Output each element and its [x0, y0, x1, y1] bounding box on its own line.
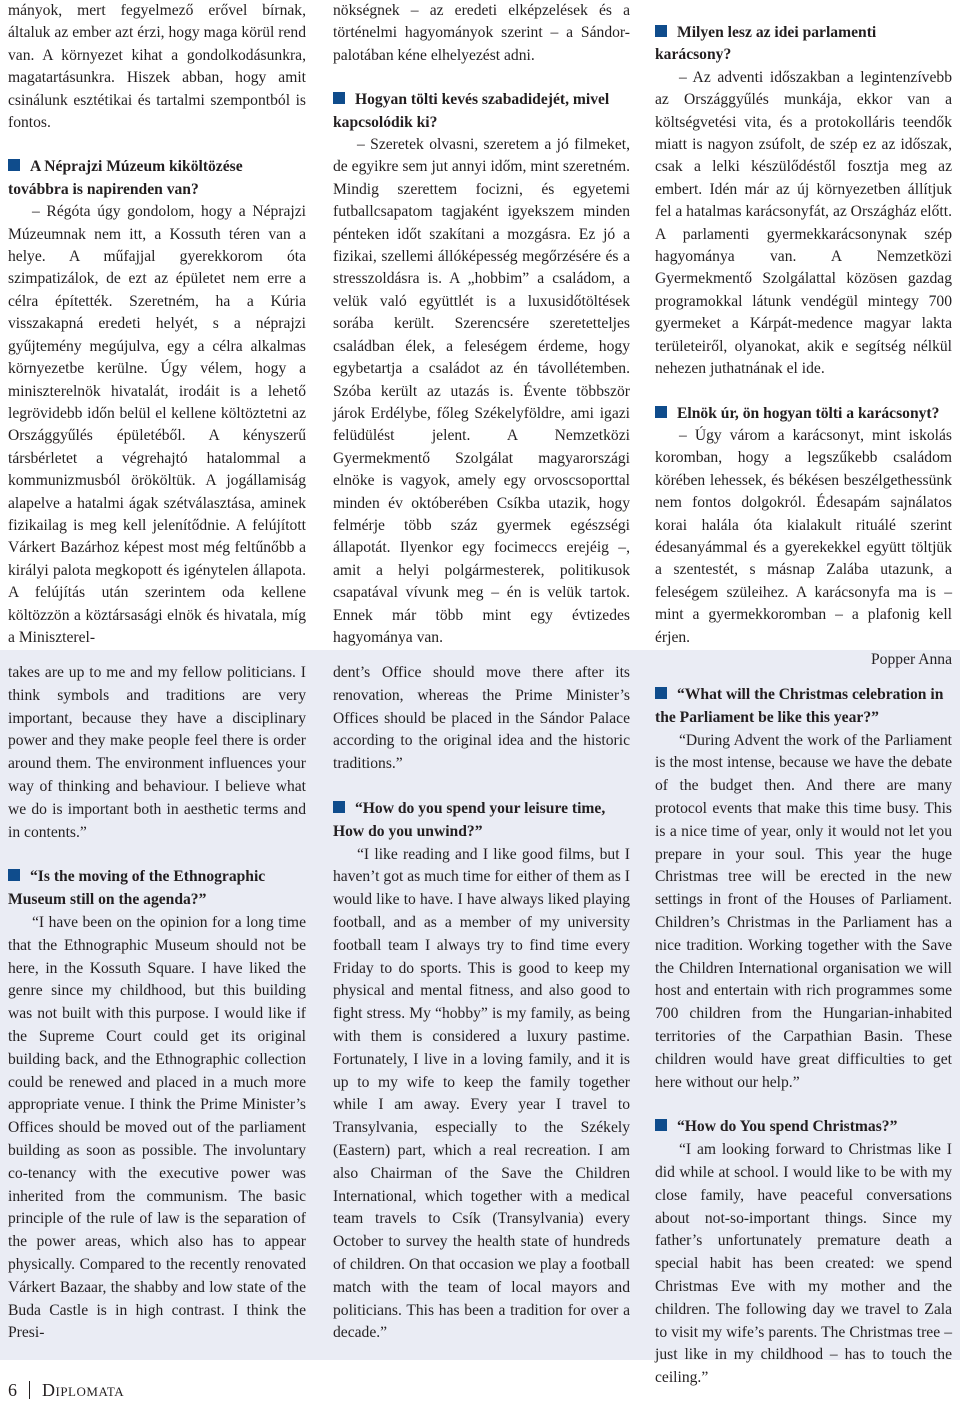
question-heading — [8, 156, 306, 201]
question-heading — [333, 798, 630, 844]
body-paragraph: – Régóta úgy gondolom, hogy a Néprajzi Múzeumnak nem itt, a Kossuth téren van a helye. A műfajjal gyerekkorom óta szimpatizálok, de ezt az épületet nem erre a célra építették. Szeretném, ha a Kúria visszakapná eredeti helyét, s a néprajzi gyűjtemény megújulva, egy a célra alkalmas környezetbe kerülne. Úgy vélem, hogy a miniszterelnök hivatalát, irodáit is a lehető legrövidebb időn belül el kellene költöztetni az Országgyűlés épületéből. A kényszerű társbérletet a végrehajtó hatalommal a kommunizmusból örököltük. A jogállamiság alapelve a hatalmi ágak szétválasztása, aminek fizikailag is meg kell jelenítődnie. A felújított Várkert Bazárhoz képest most még feltűnőbb a királyi palota megkopott és igénytelen állapota. A felújítás után szerintem oda kellene költözzön a köztársasági elnök és hivatala, míg a Miniszterel- — [8, 203, 306, 646]
question-text: “How do you spend your leisure time, How do you unwind?” — [333, 799, 606, 840]
square-bullet-icon — [655, 1119, 667, 1131]
question-heading — [655, 403, 952, 425]
question-heading — [655, 22, 952, 67]
body-paragraph: takes are up to me and my fellow politicians. I think symbols and traditions are very important, because they have a disciplinary power and they make people feel there is order around them. The environment influences your way of thinking and behaviour. I believe what we do is important both in aesthetic terms and in contents.” — [8, 664, 306, 841]
page-footer — [8, 1380, 124, 1401]
hungarian-column-3 — [655, 0, 952, 671]
body-paragraph: “I have been on the opinion for a long time that the Ethnographic Museum should not be here, in the Kossuth Square. I have liked the genre since my childhood, but this building was not built with this purpose. I would like if the Supreme Court could get its original building back, and the Ethnographic collection could be renewed and placed in a much more appropriate venue. I think the Prime Minister’s Offices should be moved out of the parliament building as soon as possible. The involuntary co-tenancy with the executive power was inherited from the communism. The basic principle of the rule of law is the separation of the power areas, which also has to appear physically. Compared to the recently renovated Várkert Bazaar, the shabby and low state of the Buda Castle is in high contrast. I think the Presi- — [8, 913, 306, 1342]
magazine-name: Diplomata — [42, 1380, 125, 1400]
page-number: 6 — [8, 1380, 17, 1400]
footer-divider — [29, 1381, 30, 1399]
question-text: Hogyan tölti kevés szabadidejét, mivel kapcsolódik ki? — [333, 91, 610, 131]
body-paragraph: “During Advent the work of the Parliament is the most intense, because we have the debate of the budget then. And there are many protocol events that make this time busy. This is a nice time of year, only it would not let you prepare in your soul. This year the huge Christmas tree will be erected in the new settings in front of the Houses of Parliament. Children’s Christmas in the Parliament has a nice tradition. Working together with the Save the Children International organisation we will host and entertain with rich programmes some 700 children from the Hungarian-inhabited territories of the Carpathian Basin. These children would have great difficulties to get here without our help.” — [655, 731, 952, 1091]
english-column-3 — [655, 662, 952, 1390]
square-bullet-icon — [333, 801, 345, 813]
body-paragraph: dent’s Office should move there after its renovation, whereas the Prime Minister’s Offices should be placed in the Sándor Palace according to the original idea and the historic traditions.” — [333, 664, 630, 773]
question-text: Milyen lesz az idei parlamenti karácsony? — [655, 24, 877, 64]
english-column-1 — [8, 662, 306, 1345]
hungarian-column-2 — [333, 0, 630, 649]
question-text: “What will the Christmas celebration in the Parliament be like this year?” — [655, 686, 944, 726]
question-heading — [8, 866, 306, 912]
body-paragraph: mányok, mert fegyelmező erővel bírnak, általuk az ember azt érzi, hogy maga körül rend van. A környezet kihat a gondolkodásunkra, magatartásunkra. Hiszek abban, hogy amit csinálunk esztétikai és tartalmi szempontból is fontos. — [8, 2, 306, 132]
square-bullet-icon — [655, 25, 667, 37]
body-paragraph: – Úgy várom a karácsonyt, mint iskolás koromban, hogy a legszűkebb családom körében lehessek, és békésen beszélgethessünk nem fontos dolgokról. Édesapám sajnálatos korai halála óta kialakult rituálé szerint édesanyámmal és a gyerekekkel együtt töltjük a szentestét, s másnap Zalába utazunk, a feleségem szüleihez. A karácsonyfa ma is – mint a gyermekkoromban – a plafonig kell érjen. — [655, 426, 952, 646]
body-paragraph: nökségnek – az eredeti elképzelések és a történelmi hagyományok szerint – a Sándor-palotában kéne elhelyezést adni. — [333, 2, 630, 64]
square-bullet-icon — [333, 92, 345, 104]
english-column-2 — [333, 662, 630, 1345]
question-heading — [655, 1116, 952, 1139]
hungarian-column-1 — [8, 0, 306, 649]
question-heading — [333, 89, 630, 134]
question-text: Elnök úr, ön hogyan tölti a karácsonyt? — [677, 404, 940, 422]
author-signature: Popper Anna — [871, 650, 952, 668]
body-paragraph: “I am looking forward to Christmas like I did while at school. I would like to be with my close family, have peaceful conversations about not-so-important things. Since my father’s unfortunately premature death a special habit has been created: we spend Christmas Eve with my mother and the children. The following day we travel to Zala to visit my wife’s parents. The Christmas tree – just like in my childhood – has to touch the ceiling.” — [655, 1141, 952, 1387]
body-paragraph: – Szeretek olvasni, szeretem a jó filmeket, de egyikre sem jut annyi időm, mint szeretném. Mindig szerettem focizni, és egyetemi futballcsapatom tagjaként igyekszem minden pénteken időt szakítani a mozgásra. Ez jó a fizikai, szellemi állóképesség megőrzésére és a stresszoldásra is. A „hobbim” a családom, a velük való együttlét is a luxusidőtöltések sorába került. Szerencsére szeretetteljes családban élek, a feleségem érdeme, hogy egybetartja a családot az én távollétemben. Szóba került az utazás is. Évente többször járok Erdélybe, főleg Székelyföldre, ami igazi felüdülést jelent. A Nemzetközi Gyermekmentő Szolgálat magyarországi elnöke is vagyok, amely egy orvoscsoporttal minden év októberében Csíkba utazik, hogy felmérje több száz gyermek egészségi állapotát. Ilyenkor egy focimeccs erejéig –, amit a helyi polgármesterek, politikusok csapatával vívunk meg – én is velük tartok. Ennek már több mint egy évtizedes hagyománya van. — [333, 136, 630, 646]
body-paragraph: – Az adventi időszakban a legintenzívebb az Országgyűlés munkája, ekkor van a költségvetési vita, és a protokolláris teendők miatt is nagyon zsúfolt, de szép ez az időszak, csak a lelki készülődéstől fosztja meg az embert. Idén már az új környezetben állítjuk fel a hatalmas karácsonyfát, az Országház előtt. A parlamenti gyermekkarácsonynak szép hagyománya van. A Nemzetközi Gyermekmentő Szolgálattal közösen gazdag programokkal látunk vendégül mintegy 700 gyermeket a Kárpát-medence magyar lakta területeiről, olyanokat, akik e segítség nélkül nehezen juthatnának el ide. — [655, 68, 952, 378]
square-bullet-icon — [8, 159, 20, 171]
question-text: “Is the moving of the Ethnographic Museum still on the agenda?” — [8, 868, 266, 909]
question-text: “How do You spend Christmas?” — [677, 1118, 898, 1136]
body-paragraph: “I like reading and I like good films, but I haven’t got as much time for either of them as I would like to have. I have always liked playing football, and as a member of my university football team I always try to find time every Friday to do sports. This is good to keep my physical and mental fitness, and also good to fight stress. My “hobby” is my family, as being with them is considered a luxury pastime. Fortunately, I live in a loving family, and it is up to my wife to keep the family together while I am away. Every year I travel to Transylvania, especially to the Székely (Eastern) part, which a real recreation. I am also Chairman of the Save the Children International, which together with a medical team travels to Csík (Transylvania) every October to survey the health state of hundreds of children. On that occasion we play a football match with the team of local mayors and politicians. This has been a tradition for over a decade.” — [333, 845, 630, 1342]
square-bullet-icon — [655, 687, 667, 699]
question-heading — [655, 684, 952, 730]
square-bullet-icon — [8, 869, 20, 881]
question-text: A Néprajzi Múzeum kiköltözése továbbra is napirenden van? — [8, 158, 243, 198]
square-bullet-icon — [655, 406, 667, 418]
